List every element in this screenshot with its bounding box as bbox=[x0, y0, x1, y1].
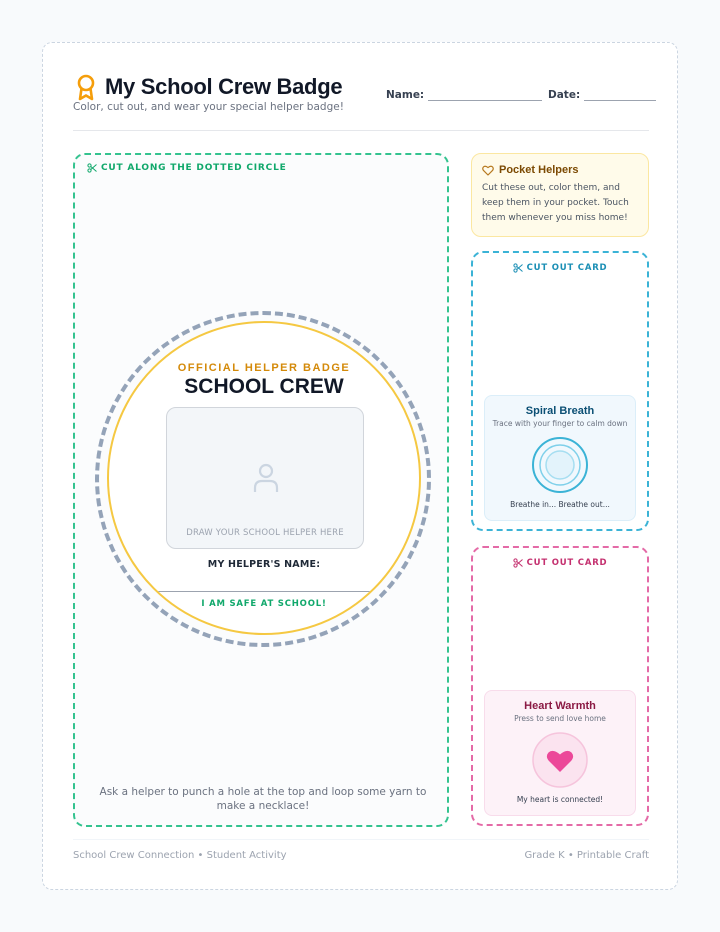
scissors-icon bbox=[513, 263, 523, 273]
helper-name-label: MY HELPER'S NAME: bbox=[207, 559, 321, 570]
spiral-breath-title: Spiral Breath bbox=[525, 405, 595, 417]
badge-cut-text: CUT ALONG THE DOTTED CIRCLE bbox=[101, 163, 287, 173]
draw-hint: DRAW YOUR SCHOOL HELPER HERE bbox=[186, 528, 344, 538]
date-label: Date: bbox=[548, 89, 581, 101]
pocket-helpers-title bbox=[482, 164, 578, 176]
worksheet-header bbox=[73, 73, 649, 131]
spiral-circles-icon[interactable] bbox=[531, 436, 589, 494]
card-cut-text: CUT OUT CARD bbox=[526, 558, 608, 568]
heart-warmth-title: Heart Warmth bbox=[524, 700, 596, 712]
badge-instructions: Ask a helper to punch a hole at the top and loop some yarn to make a necklace! bbox=[99, 786, 427, 812]
helper-name-line[interactable] bbox=[154, 591, 376, 592]
heart-warmth-subtitle: Press to send love home bbox=[514, 714, 606, 723]
heart-outline-icon bbox=[482, 165, 494, 176]
card-cut-label bbox=[473, 263, 647, 273]
name-field[interactable] bbox=[386, 87, 542, 101]
spiral-breath-panel bbox=[484, 395, 636, 521]
date-line[interactable] bbox=[584, 87, 656, 101]
card-cut-text: CUT OUT CARD bbox=[526, 263, 608, 273]
pocket-helpers-heading: Pocket Helpers bbox=[499, 164, 579, 176]
page-footer bbox=[73, 839, 649, 861]
footer-right: Grade K • Printable Craft bbox=[524, 850, 649, 861]
card-cut-label bbox=[473, 558, 647, 568]
name-label: Name: bbox=[386, 89, 425, 101]
badge-cut-label bbox=[87, 163, 287, 173]
spiral-breath-card bbox=[471, 251, 649, 531]
scissors-icon bbox=[87, 163, 97, 173]
drawing-box[interactable] bbox=[166, 407, 364, 549]
scissors-icon bbox=[513, 558, 523, 568]
person-icon bbox=[253, 462, 279, 494]
heart-warmth-caption: My heart is connected! bbox=[516, 795, 604, 804]
heart-warmth-card bbox=[471, 546, 649, 826]
worksheet-page bbox=[42, 42, 678, 890]
page-subtitle: Color, cut out, and wear your special helper badge! bbox=[73, 101, 344, 113]
ribbon-badge-icon bbox=[73, 73, 99, 101]
spiral-breath-caption: Breathe in... Breathe out... bbox=[510, 500, 610, 509]
safe-message: I AM SAFE AT SCHOOL! bbox=[201, 599, 327, 609]
name-line[interactable] bbox=[428, 87, 542, 101]
pocket-helpers-note bbox=[471, 153, 649, 237]
spiral-breath-subtitle: Trace with your finger to calm down bbox=[492, 419, 628, 428]
heart-icon[interactable] bbox=[531, 731, 589, 789]
title-row bbox=[73, 73, 342, 101]
badge-title: SCHOOL CREW bbox=[184, 375, 344, 398]
page-title: My School Crew Badge bbox=[105, 74, 343, 99]
pocket-helpers-body: Cut these out, color them, and keep them in your pocket. Touch them whenever you miss home! bbox=[482, 183, 629, 223]
badge-circle bbox=[107, 321, 421, 635]
heart-warmth-panel bbox=[484, 690, 636, 816]
footer-left: School Crew Connection • Student Activity bbox=[73, 850, 287, 861]
badge-cutout-area bbox=[73, 153, 449, 827]
date-field[interactable] bbox=[548, 87, 656, 101]
badge-kicker: OFFICIAL HELPER BADGE bbox=[177, 362, 351, 374]
